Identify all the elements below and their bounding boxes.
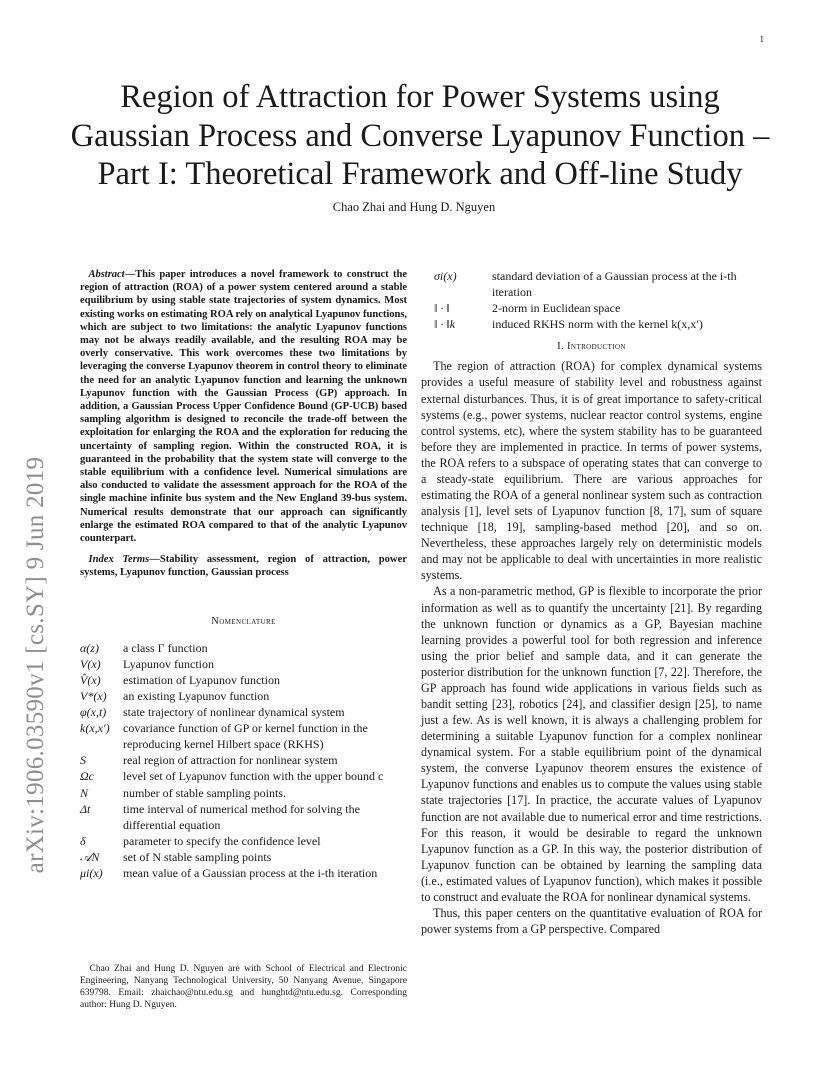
nomenclature-symbol: δ: [80, 833, 86, 848]
nomenclature-definition: number of stable sampling points.: [123, 785, 286, 800]
abstract-label: Abstract: [88, 269, 125, 280]
index-terms-text: —Stability assessment, region of attraction, power systems, Lyapunov function, Gaussian process: [80, 554, 407, 579]
nomenclature-symbol: μi(x): [80, 865, 103, 880]
introduction-heading: I. Introduction: [557, 341, 626, 353]
nomenclature-symbol: S: [80, 753, 86, 768]
nomenclature-symbol: 𝒜N: [80, 849, 100, 864]
nomenclature-definition: set of N stable sampling points: [123, 849, 272, 864]
nomenclature-symbol: Ωc: [80, 769, 95, 784]
intro-paragraph: As a non-parametric method, GP is flexible to incorporate the prior information as well as to quantify the uncertainty [21]. By regarding the unknown function or dynamics as a GP, Bayesian machine learning provides a powerful tool for both regression and inference using the prior belief and sample data, and it can generate the posterior distribution for the unknown function [7, 22]. Therefore, the GP approach has found wide applications in various fields such as bandit setting [23], robotics [24], and classifier design [25], to name just a few. As is well known, it is always a challenging problem for determining a suitable Lyapunov function for a complex nonlinear dynamical system. For a stable equilibrium point of the dynamical system, the converse Lyapunov theorem ensures the existence of Lyapunov functions and enables us to compute the values using stable state trajectories [17]. In practice, the accurate values of Lyapunov function are not available due to numerical error and time restrictions. For this reason, it would be desirable to regard the unknown Lyapunov function as a GP. In this way, the posterior distribution of Lyapunov function can be obtained by learning the sampling data (i.e., estimated values of Lyapunov function), which makes it possible to construct and evaluate the ROA for nonlinear dynamical systems.: [421, 584, 762, 904]
nomenclature-definition: estimation of Lyapunov function: [123, 672, 280, 687]
arxiv-stamp-text: arXiv:1906.03590v1 [cs.SY] 9 Jun 2019: [22, 456, 49, 874]
index-terms-label: Index Terms: [88, 554, 150, 566]
footnote: Chao Zhai and Hung D. Nguyen are with School of Electrical and Electronic Engineering, Nanyang Technological University, 50 Nanyang Avenue, Singapore 639798. Email: zhaichao@ntu.edu.sg and hunghtd@ntu.edu.sg. Corresponding author: Hung D. Nguyen.: [80, 964, 407, 1010]
index-terms: [80, 553, 407, 579]
nomenclature-definition: time interval of numerical method for solving the differential equation: [123, 801, 360, 832]
nomenclature-definition: induced RKHS norm with the kernel k(x,x′): [492, 317, 703, 332]
nomenclature-definition: Lyapunov function: [123, 656, 214, 671]
nomenclature-item: [421, 268, 762, 300]
nomenclature-definition: mean value of a Gaussian process at the i-th iteration: [123, 865, 378, 880]
nomenclature-symbol: ‖ · ‖: [434, 301, 450, 316]
intro-paragraph: Thus, this paper centers on the quantitative evaluation of ROA for power systems from a GP perspective. Compared: [421, 906, 762, 937]
nomenclature-item: [80, 672, 407, 688]
nomenclature-definition: covariance function of GP or kernel function in the reproducing kernel Hilbert space (RKHS): [123, 721, 368, 752]
nomenclature-item: [80, 720, 407, 752]
nomenclature-definition: real region of attraction for nonlinear system: [123, 753, 338, 768]
nomenclature-symbol: V(x): [80, 656, 101, 671]
intro-paragraph: The region of attraction (ROA) for complex dynamical systems provides a useful measure of stability level and robustness against external disturbances. Thus, it is of great importance to safety-critical systems (e.g., power systems, nuclear reactor control systems, engine control systems, etc), where the system stability has to be guaranteed before they are implemented in practice. In terms of power systems, the ROA refers to a subspace of operating states that can converge to a steady-state equilibrium. There are various approaches for estimating the ROA of a general nonlinear system such as contraction analysis [1], level sets of Lyapunov function [8, 17], sum of square technique [18, 19], sampling-based method [20], and so on. Nevertheless, these approaches largely rely on deterministic models and may not be applicable to deal with uncertainties in more realistic systems.: [421, 359, 762, 583]
nomenclature-item: [80, 865, 407, 881]
nomenclature-definition: level set of Lyapunov function with the upper bound c: [123, 769, 384, 784]
nomenclature-symbol: V*(x): [80, 688, 107, 703]
nomenclature-item: [80, 801, 407, 833]
nomenclature-item: [421, 316, 762, 332]
paper-title: Region of Attraction for Power Systems using Gaussian Process and Converse Lyapunov Function – Part I: Theoretical Framework and Off-line Study: [70, 79, 770, 192]
nomenclature-item: [80, 849, 407, 865]
nomenclature-definition: 2-norm in Euclidean space: [492, 301, 621, 316]
nomenclature-definition: state trajectory of nonlinear dynamical system: [123, 705, 345, 720]
authors: Chao Zhai and Hung D. Nguyen: [332, 200, 496, 214]
right-column: [421, 268, 762, 937]
nomenclature-item: [80, 688, 407, 704]
nomenclature-heading: Nomenclature: [211, 615, 276, 627]
nomenclature-symbol: ‖ · ‖k: [434, 317, 456, 332]
nomenclature-item: [80, 752, 407, 768]
abstract-text: —This paper introduces a novel framework to construct the region of attraction (ROA) of a power system centered around a stable equilibrium by using stable state trajectories of system dynamics. Most existing works on estimating ROA rely on analytical Lyapunov functions, which are subject to two limitations: the analytic Lyapunov functions may not be always readily available, and the resulting ROA may be overly conservative. This work overcomes these two limitations by leveraging the converse Lyapunov theorem in control theory to eliminate the need for an analytic Lyapunov function and learning the unknown Lyapunov function with the Gaussian Process (GP) approach. In addition, a Gaussian Process Upper Confidence Bound (GP-UCB) based sampling algorithm is designed to reconcile the trade-off between the exploitation for enlarging the ROA and the exploration for reducing the uncertainty of sampling region. Within the constructed ROA, it is guaranteed in the probability that the system state will converge to the stable equilibrium with a confidence level. Numerical simulations are also conducted to validate the assessment approach for the ROA of the single machine infinite bus system and the New England 39-bus system. Numerical results demonstrate that our approach can significantly enlarge the estimated ROA compared to that of the analytic Lyapunov counterpart.: [80, 269, 407, 545]
page-number: 1: [759, 34, 764, 44]
nomenclature-item: [80, 704, 407, 720]
nomenclature-symbol: N: [80, 785, 89, 800]
nomenclature-symbol: Δt: [80, 801, 91, 816]
nomenclature-item: [80, 768, 407, 784]
nomenclature-definition: a class Γ function: [123, 640, 208, 655]
left-column: [80, 268, 407, 881]
nomenclature-definition: parameter to specify the confidence level: [123, 833, 321, 848]
abstract: [80, 268, 407, 545]
nomenclature-item: [421, 300, 762, 316]
nomenclature-list: [80, 640, 407, 881]
nomenclature-definition: standard deviation of a Gaussian process at the i-th iteration: [492, 269, 737, 300]
nomenclature-continued: [421, 268, 762, 332]
nomenclature-symbol: α(z): [80, 640, 99, 655]
nomenclature-symbol: k(x,x′): [80, 721, 110, 736]
nomenclature-definition: an existing Lyapunov function: [123, 688, 270, 703]
nomenclature-symbol: σi(x): [434, 269, 457, 283]
nomenclature-item: [80, 656, 407, 672]
nomenclature-item: [80, 833, 407, 849]
nomenclature-item: [80, 785, 407, 801]
nomenclature-symbol: φ(x,t): [80, 705, 107, 720]
nomenclature-item: [80, 640, 407, 656]
nomenclature-symbol: V̂(x): [80, 672, 101, 687]
